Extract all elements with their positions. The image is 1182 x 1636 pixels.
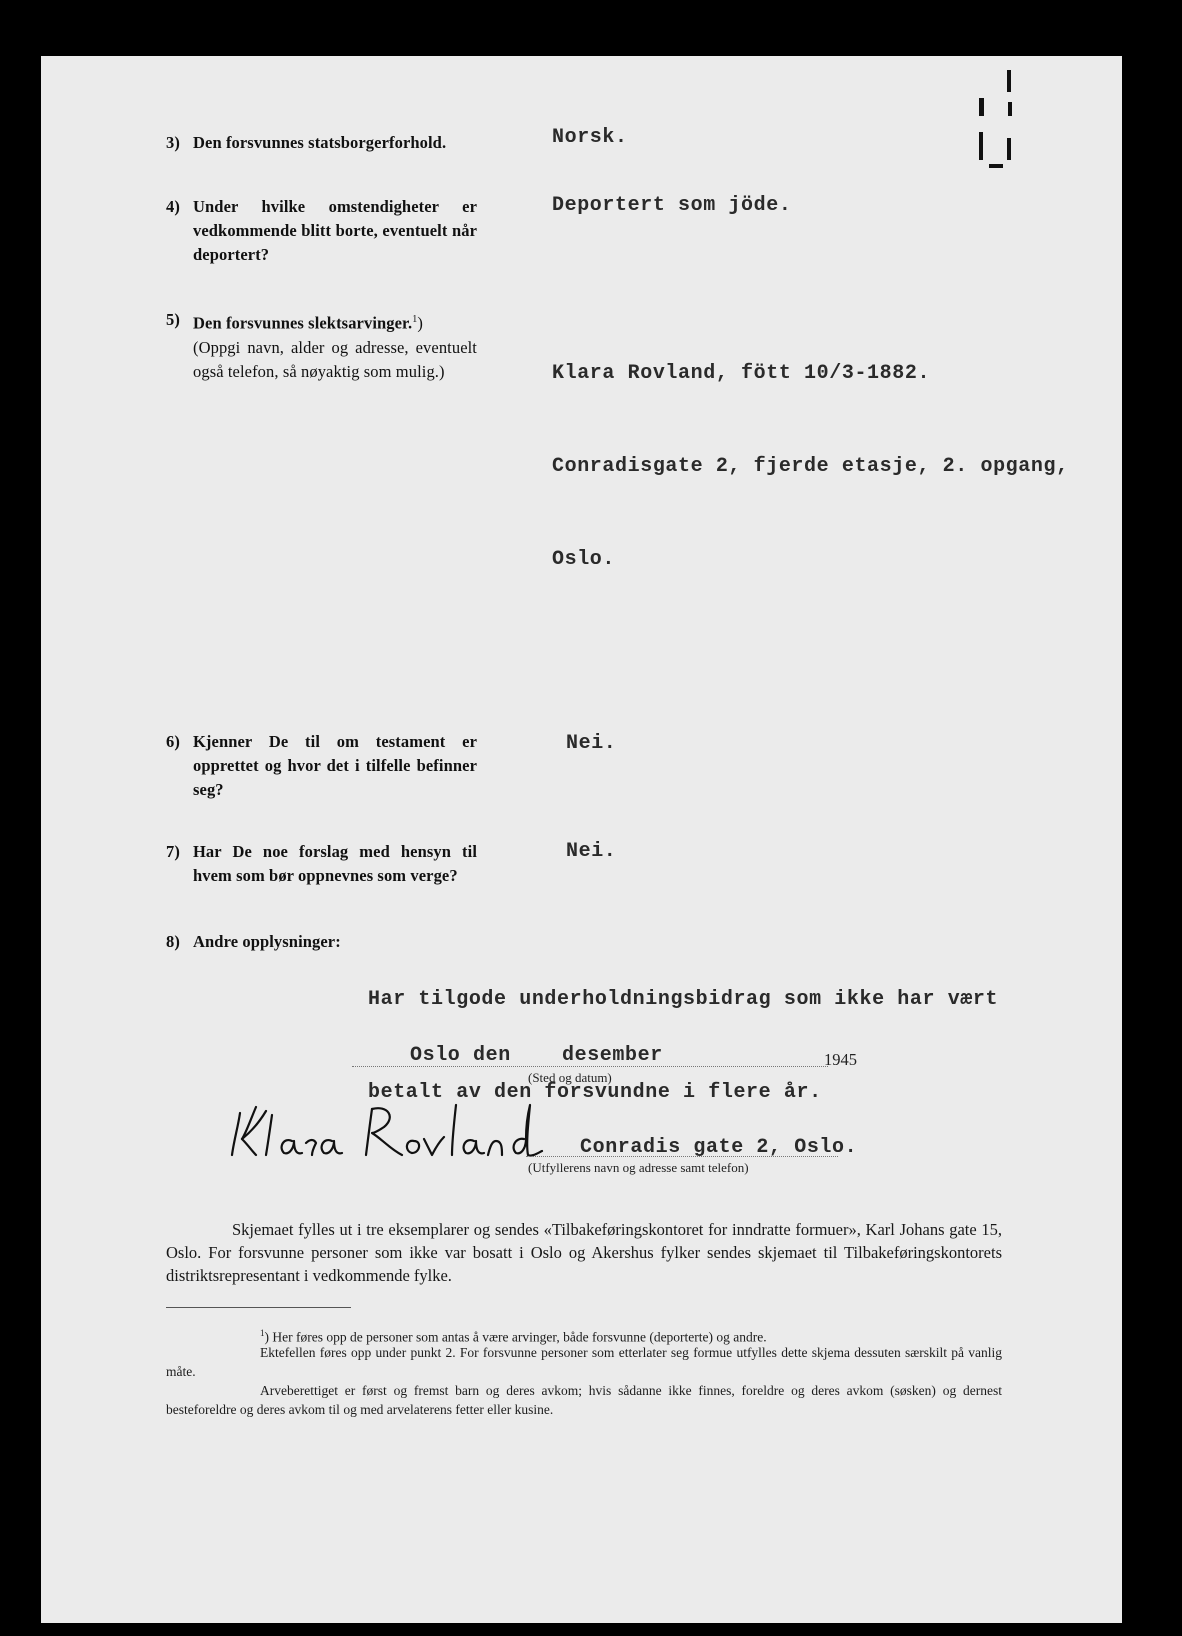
- answer-3: Norsk.: [552, 126, 628, 149]
- footnote-text: ) Her føres opp de personer som antas å være arvinger, både forsvunne (deporterte) og andre.: [264, 1329, 767, 1345]
- instructions-text: Skjemaet fylles ut i tre eksemplarer og sendes «Tilbakeføringskontoret for inndratte formuer», Karl Johans gate 15, Oslo. For forsvunne personer som ikke var bosatt i Oslo og Akershus fylker sendes skjemaet til Tilbakeføringskontorets distriktsrepresentant i vedkommende fylke.: [166, 1220, 1002, 1285]
- signer-address: Conradis gate 2, Oslo.: [580, 1136, 858, 1159]
- footnote-marker: 1: [260, 1328, 265, 1338]
- answer-line: Har tilgode underholdningsbidrag som ikke har vært: [368, 988, 999, 1011]
- question-text: Den forsvunnes statsborgerforhold.: [193, 133, 447, 152]
- question-number: 3): [166, 133, 180, 152]
- question-text: Har De noe forslag med hensyn til hvem som bør oppnevnes som verge?: [193, 842, 477, 885]
- question-text: Andre opplysninger:: [193, 932, 341, 951]
- date-year: 1945: [824, 1050, 857, 1069]
- date-line: [352, 1066, 828, 1067]
- footnote-3: [166, 1381, 1002, 1419]
- footnote-divider: [166, 1307, 351, 1308]
- answer-4: Deportert som jöde.: [552, 194, 792, 217]
- footnote-text: Arveberettiget er først og fremst barn og deres avkom; hvis sådanne ikke finnes, foreldre og deres avkom (søsken) og dernest besteforeldre og deres avkom til og med arvelaterens fetter eller kusine.: [166, 1383, 1002, 1417]
- corner-marks: [975, 66, 1025, 176]
- question-text-note: (Oppgi navn, alder og adresse, eventuelt også telefon, så nøyaktig som mulig.): [193, 337, 477, 381]
- question-number: 5): [166, 310, 180, 329]
- question-text: [193, 308, 477, 384]
- question-number: 8): [166, 932, 180, 951]
- place: Oslo den: [410, 1044, 511, 1067]
- instructions-paragraph: [166, 1218, 1002, 1287]
- footnote-2: [166, 1343, 1002, 1381]
- footnote-ref: 1: [412, 314, 418, 325]
- date-caption: (Sted og datum): [528, 1070, 612, 1085]
- question-text-bold: Den forsvunnes slektsarvinger.: [193, 313, 413, 333]
- question-text: Under hvilke omstendigheter er vedkommende blitt borte, eventuelt når deportert?: [193, 197, 477, 264]
- question-number: 6): [166, 732, 180, 751]
- answer-line: Oslo.: [552, 548, 616, 571]
- answer-line: betalt av den forsvundne i flere år.: [368, 1081, 822, 1104]
- answer-line: Conradisgate 2, fjerde etasje, 2. opgang,: [552, 455, 1069, 478]
- date-month: desember: [562, 1044, 663, 1067]
- signer-line: [526, 1156, 838, 1157]
- question-text-paren: ): [417, 313, 423, 333]
- signer-caption: (Utfyllerens navn og adresse samt telefon): [528, 1160, 749, 1175]
- answer-line: Klara Rovland, fött 10/3-1882.: [552, 362, 931, 385]
- answer-7: Nei.: [566, 840, 617, 863]
- question-text: Kjenner De til om testament er opprettet og hvor det i tilfelle befinner seg?: [193, 732, 477, 799]
- question-number: 4): [166, 197, 180, 216]
- footnote-text: Ektefellen føres opp under punkt 2. For forsvunne personer som etterlater seg formue utfylles dette skjema dessuten særskilt på vanlig måte.: [166, 1345, 1002, 1379]
- handwritten-signature: [226, 1095, 546, 1165]
- answer-5: [552, 296, 1069, 606]
- answer-6: Nei.: [566, 732, 617, 755]
- question-number: 7): [166, 842, 180, 861]
